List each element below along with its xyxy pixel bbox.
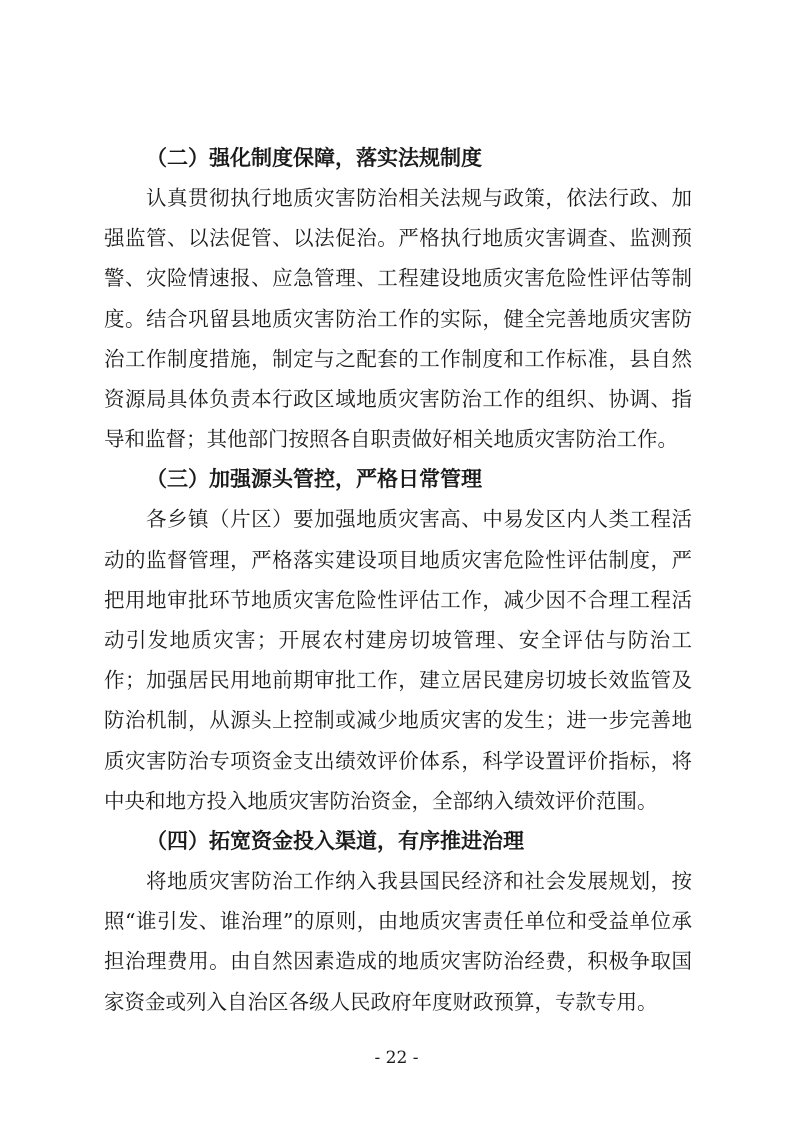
- section-paragraph-3: 各乡镇（片区）要加强地质灾害高、中易发区内人类工程活动的监督管理，严格落实建设项目地质灾害危险性评估制度，严把用地审批环节地质灾害危险性评估工作，减少因不合理工程活动引发地质灾害；开展农村建房切坡管理、安全评估与防治工作；加强居民用地前期审批工作，建立居民建房切坡长效监管及防治机制，从源头上控制或减少地质灾害的发生；进一步完善地质灾害防治专项资金支出绩效评价体系，科学设置评价指标，将中央和地方投入地质灾害防治资金，全部纳入绩效评价范围。: [104, 507, 692, 813]
- page-number: - 22 -: [374, 1048, 419, 1068]
- section-heading-2: （二）强化制度保障，落实法规制度: [146, 145, 482, 170]
- section-heading-3: （三）加强源头管控，严格日常管理: [146, 466, 482, 492]
- section-paragraph-2: 认真贯彻执行地质灾害防治相关法规与政策，依法行政、加强监管、以法促管、以法促治。严格执行地质灾害调查、监测预警、灾险情速报、应急管理、工程建设地质灾害危险性评估等制度。结合巩留县地质灾害防治工作的实际，健全完善地质灾害防治工作制度措施，制定与之配套的工作制度和工作标准，县自然资源局具体负责本行政区域地质灾害防治工作的组织、协调、指导和监督；其他部门按照各自职责做好相关地质灾害防治工作。: [104, 186, 692, 452]
- document-page: [104, 138, 692, 1022]
- section-paragraph-4: 将地质灾害防治工作纳入我县国民经济和社会发展规划，按照“谁引发、谁治理”的原则，由地质灾害责任单位和受益单位承担治理费用。由自然因素造成的地质灾害防治经费，积极争取国家资金或列入自治区各级人民政府年度财政预算，专款专用。: [104, 869, 692, 1014]
- section-heading-4: （四）拓宽资金投入渠道，有序推进治理: [146, 828, 524, 854]
